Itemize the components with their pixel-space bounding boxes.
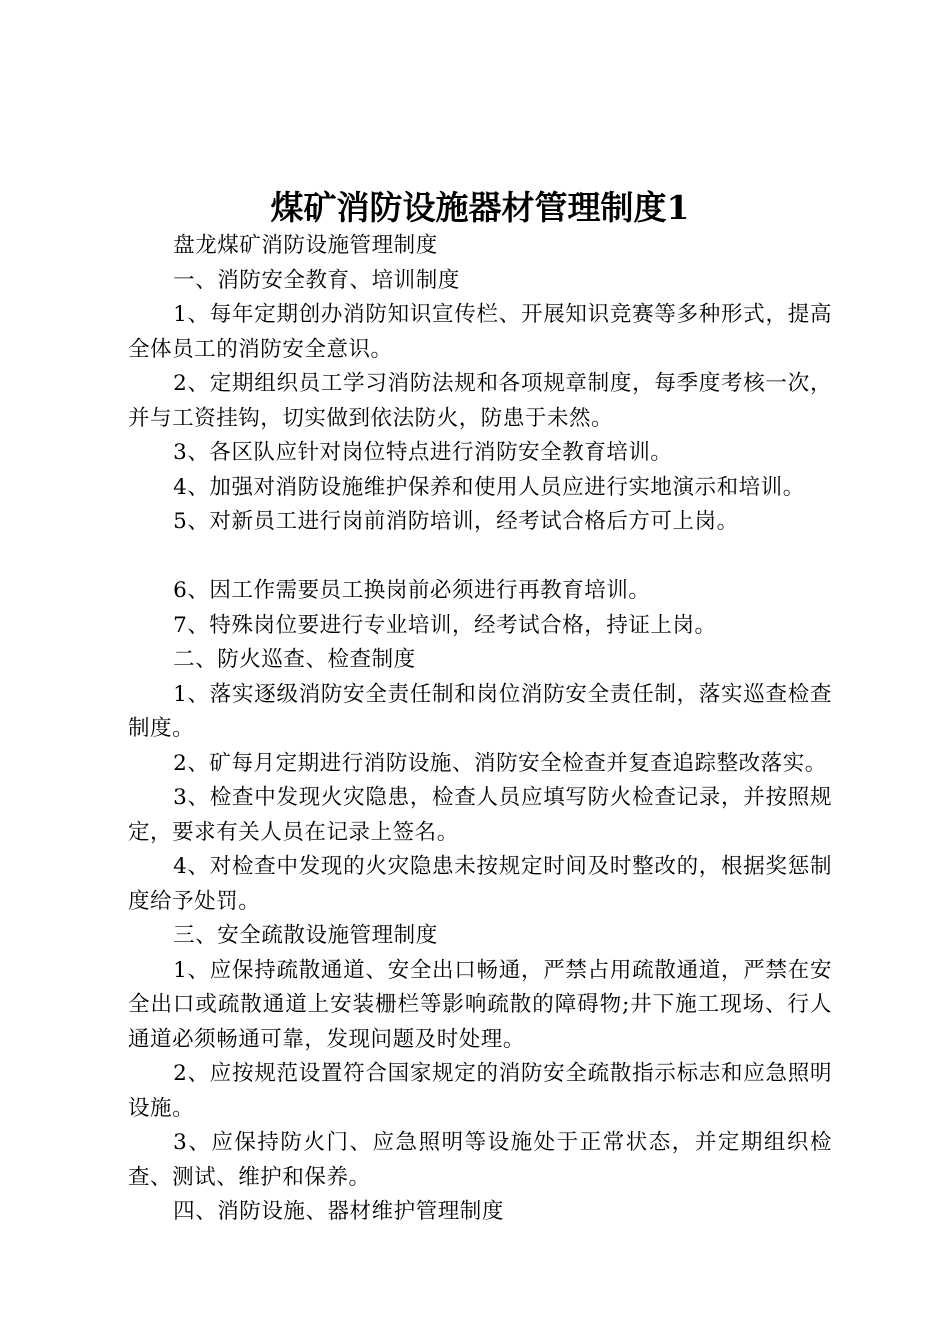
- body-paragraph: 2、矿每月定期进行消防设施、消防安全检查并复查追踪整改落实。: [173, 750, 827, 776]
- body-paragraph: 2、应按规范设置符合国家规定的消防安全疏散指示标志和应急照明设施。: [128, 1061, 832, 1121]
- body-paragraph: 7、特殊岗位要进行专业培训，经考试合格，持证上岗。: [173, 612, 717, 638]
- body-paragraph: 4、加强对消防设施维护保养和使用人员应进行实地演示和培训。: [173, 474, 805, 500]
- section-heading: 一、消防安全教育、培训制度: [173, 267, 460, 293]
- body-paragraph: 1、落实逐级消防安全责任制和岗位消防安全责任制，落实巡查检查制度。: [128, 681, 832, 741]
- subtitle-paragraph: 盘龙煤矿消防设施管理制度: [173, 233, 438, 258]
- body-paragraph: 3、各区队应针对岗位特点进行消防安全教育培训。: [173, 440, 673, 465]
- body-paragraph: 1、每年定期创办消防知识宣传栏、开展知识竞赛等多种形式，提高全体员工的消防安全意识。: [128, 302, 832, 362]
- body-paragraph: 2、定期组织员工学习消防法规和各项规章制度，每季度考核一次，并与工资挂钩，切实做到依法防火，防患于未然。: [128, 371, 832, 431]
- body-paragraph: 5、对新员工进行岗前消防培训，经考试合格后方可上岗。: [173, 509, 739, 534]
- section-heading: 四、消防设施、器材维护管理制度: [173, 1199, 504, 1224]
- body-paragraph: 3、检查中发现火灾隐患，检查人员应填写防火检查记录，并按照规定，要求有关人员在记录上签名。: [128, 785, 832, 845]
- body-paragraph: 6、因工作需要员工换岗前必须进行再教育培训。: [173, 578, 651, 603]
- document-title: 煤矿消防设施器材管理制度1: [270, 188, 690, 227]
- section-heading: 二、防火巡查、检查制度: [173, 647, 416, 672]
- body-paragraph: 1、应保持疏散通道、安全出口畅通，严禁占用疏散通道，严禁在安全出口或疏散通道上安装栅栏等影响疏散的障碍物;井下施工现场、行人通道必须畅通可靠，发现问题及时处理。: [128, 957, 832, 1052]
- blank-line: [128, 540, 832, 575]
- body-paragraph: 4、对检查中发现的火灾隐患未按规定时间及时整改的，根据奖惩制度给予处罚。: [128, 854, 832, 914]
- document-body: [128, 229, 832, 1230]
- section-heading: 三、安全疏散设施管理制度: [173, 923, 438, 948]
- document-page: [128, 0, 832, 1344]
- body-paragraph: 3、应保持防火门、应急照明等设施处于正常状态，并定期组织检查、测试、维护和保养。: [128, 1130, 832, 1190]
